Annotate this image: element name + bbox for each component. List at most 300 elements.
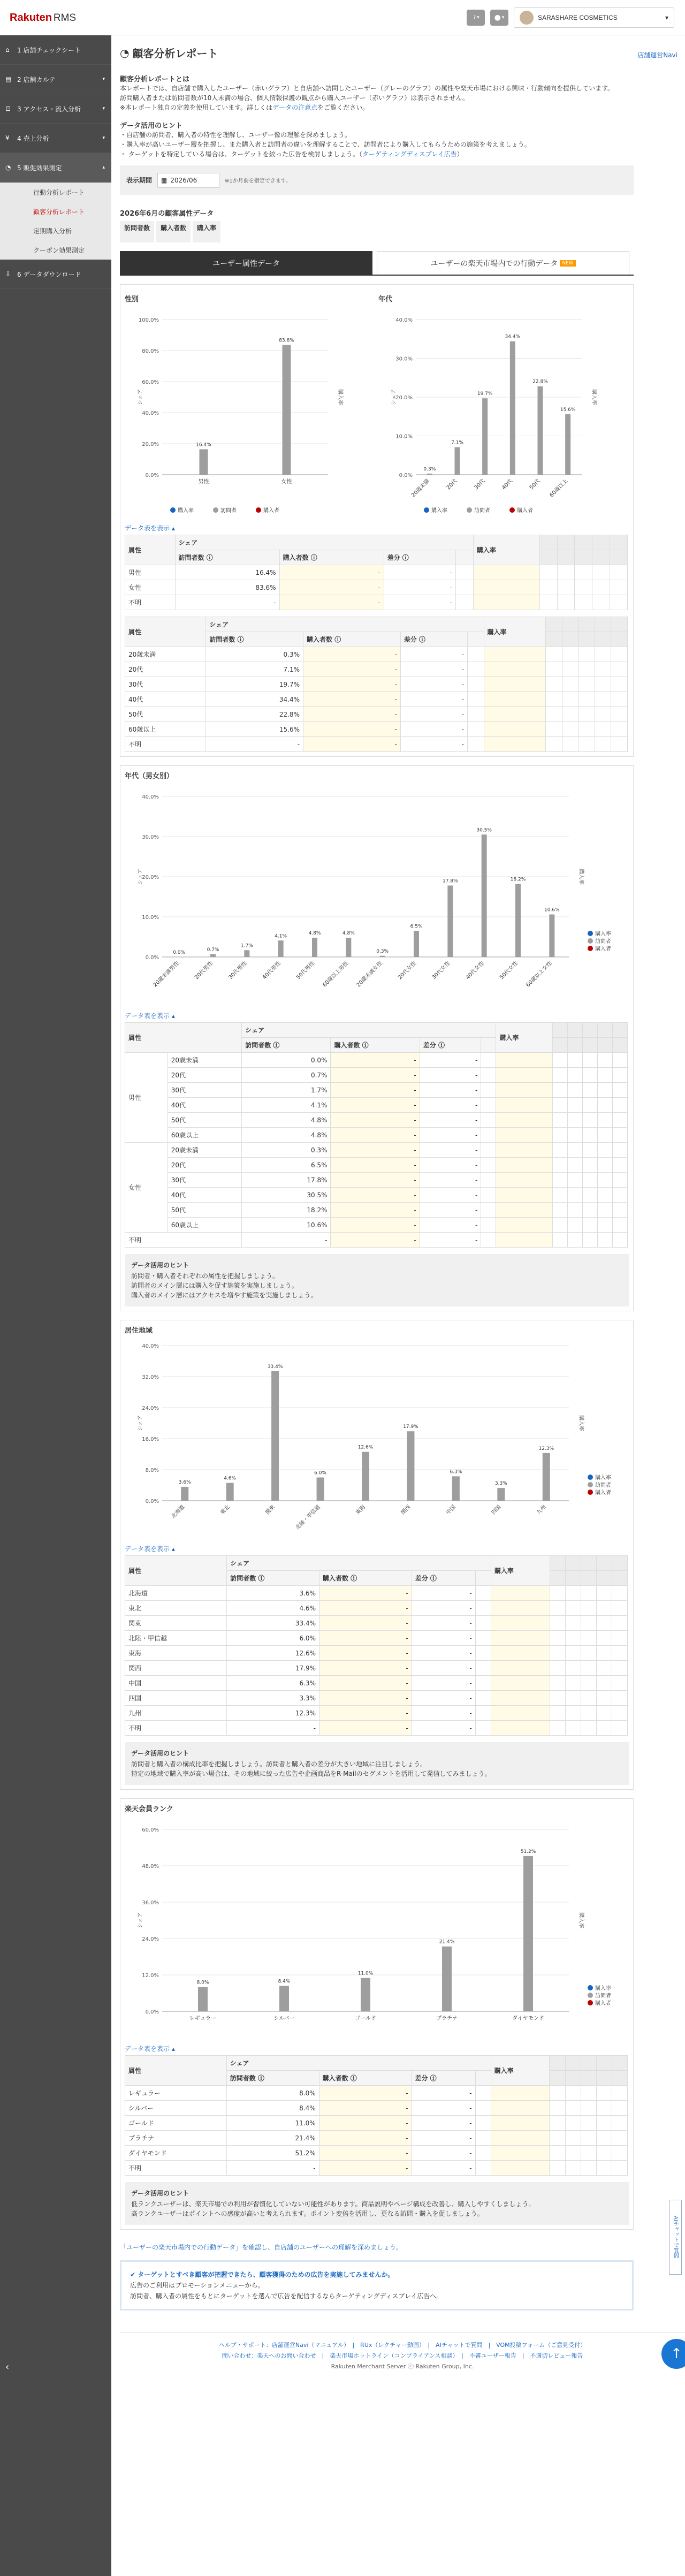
region-hint — [125, 1742, 629, 1785]
bar — [200, 449, 208, 475]
x-tick-label: 20歳未満女性 — [355, 960, 384, 989]
yen-icon: ¥ — [5, 134, 10, 142]
diff-cell: - — [420, 1188, 481, 1203]
attribute-cell: 不明 — [125, 1721, 227, 1736]
table-cell — [481, 1083, 496, 1098]
table-row — [125, 1173, 628, 1188]
rate-cell — [496, 1083, 553, 1098]
blank-cell — [550, 1676, 565, 1691]
blank-cell — [565, 1601, 581, 1616]
data-label: 19.7% — [477, 391, 493, 397]
column-header-rate: 購入率 — [496, 1023, 553, 1053]
about-line: 本レポートでは、自店舗で購入したユーザー（赤いグラフ）と自店舗へ訪問したユーザー（グレーのグラフ）の属性や楽天市場における興味・行動傾向を提供しています。 — [120, 85, 614, 92]
table-cell — [467, 692, 484, 707]
legend-marker — [588, 1490, 593, 1495]
diff-cell: - — [412, 2131, 475, 2146]
y-tick-label: 0.0% — [145, 1499, 159, 1504]
age-card — [378, 293, 619, 519]
table-row — [125, 1098, 628, 1113]
blank-cell — [612, 2116, 627, 2131]
table-cell — [475, 1721, 491, 1736]
x-tick-label: 40代 — [501, 478, 514, 491]
legend-label: 購入者 — [595, 946, 611, 952]
table-cell — [475, 2146, 491, 2161]
y-tick-label: 40.0% — [142, 411, 159, 416]
y2-axis-label: 購入率 — [591, 389, 597, 405]
visitor-share-cell: 51.2% — [226, 2146, 319, 2161]
attribute-cell: 50代 — [125, 707, 206, 722]
blank-cell — [582, 1233, 597, 1248]
blank-cell — [612, 1053, 627, 1068]
buyer-share-cell: - — [279, 580, 384, 595]
grey-cell — [597, 1038, 612, 1053]
blank-cell — [596, 1676, 612, 1691]
buyer-share-cell: - — [319, 1676, 412, 1691]
blank-cell — [610, 595, 628, 610]
y-tick-label: 100.0% — [138, 317, 159, 323]
blank-cell — [565, 2116, 581, 2131]
attribute-cell: 60歳以上 — [125, 722, 206, 737]
blank-cell — [567, 1218, 582, 1233]
ai-chat-tab[interactable]: AIチャットで質問 — [669, 2200, 682, 2275]
blank-cell — [552, 1113, 567, 1128]
bar — [317, 1478, 324, 1501]
visitor-share-cell: 12.6% — [227, 1646, 319, 1661]
grey-cell — [582, 1023, 597, 1038]
column-header-blank — [475, 2071, 491, 2086]
download-icon: ⇩ — [5, 270, 11, 278]
y-tick-label: 60.0% — [142, 379, 159, 385]
blank-cell — [612, 1083, 627, 1098]
grey-cell — [610, 535, 628, 550]
table-cell — [456, 580, 474, 595]
sidebar-item-checksheet[interactable] — [0, 35, 111, 65]
table-cell — [467, 737, 484, 752]
blank-cell — [545, 722, 562, 737]
blank-cell — [596, 2131, 612, 2146]
visitor-share-cell: 12.3% — [227, 1706, 319, 1721]
cart-icon: ⊡ — [5, 105, 11, 112]
blank-cell — [581, 1646, 596, 1661]
blank-cell — [581, 2101, 596, 2116]
show-data-table-link[interactable]: データ表を表示 ▴ — [125, 1545, 175, 1553]
grey-cell — [550, 1556, 565, 1571]
visitor-share-cell: 11.0% — [226, 2116, 319, 2131]
tab-behavior[interactable] — [377, 251, 629, 275]
y-tick-label: 0.0% — [145, 2009, 159, 2015]
show-data-table-link[interactable]: データ表を表示 ▴ — [125, 1012, 175, 1020]
legend-marker — [588, 1985, 593, 1990]
column-header-visitors: 訪問者数 ⓘ — [242, 1038, 331, 1053]
blank-cell — [565, 1616, 581, 1631]
blank-cell — [552, 1098, 567, 1113]
hint-line: 低ランクユーザーは、楽天市場での利用が習慣化していない可能性があります。商品説明やページ構成を改善し、購入しやすくしましょう。 — [131, 2200, 535, 2208]
y-tick-label: 20.0% — [395, 395, 413, 401]
visitor-share-cell: 21.4% — [226, 2131, 319, 2146]
bar — [455, 447, 460, 475]
x-tick-label: 60歳以上女性 — [525, 960, 553, 989]
gender-card — [125, 293, 366, 519]
blank-cell — [565, 2146, 581, 2161]
x-tick-label: 20代男性 — [194, 960, 215, 981]
age-cell: 60歳以上 — [168, 1218, 241, 1233]
diff-cell: - — [420, 1113, 481, 1128]
blank-cell — [612, 1068, 627, 1083]
gender-cell: 女性 — [125, 1143, 168, 1233]
help-icon[interactable]: ? ▾ — [467, 10, 485, 26]
grey-cell — [565, 1571, 581, 1586]
rate-cell — [491, 2161, 550, 2176]
sidebar-subitem-customer[interactable]: 顧客分析レポート — [33, 208, 85, 216]
rate-cell — [491, 2146, 550, 2161]
visitor-share-cell: 0.3% — [206, 647, 303, 662]
hint-line: 高ランクユーザーはポイントへの感度が高いと考えられます。ポイント変倍を活用し、更なる訪問・購入を促しましょう。 — [131, 2210, 484, 2217]
bar — [510, 341, 515, 475]
y-tick-label: 24.0% — [142, 1936, 159, 1942]
column-header-diff: 差分 ⓘ — [412, 2071, 475, 2086]
blank-cell — [595, 677, 611, 692]
data-label: 51.2% — [520, 1849, 536, 1855]
x-tick-label: 東海 — [355, 1504, 367, 1516]
chevron-down-icon: ▾ — [665, 14, 668, 21]
blank-cell — [550, 2086, 565, 2101]
blank-cell — [581, 1661, 596, 1676]
table-row — [125, 1158, 628, 1173]
attribute-cell: 20代 — [125, 662, 206, 677]
blank-cell — [579, 692, 595, 707]
blank-cell — [567, 1158, 582, 1173]
column-header-attr: 属性 — [125, 1023, 242, 1053]
table-row — [125, 2101, 628, 2116]
table-row — [125, 1721, 628, 1736]
blank-cell — [557, 565, 575, 580]
diff-cell: - — [420, 1098, 481, 1113]
blank-cell — [597, 1068, 612, 1083]
bar — [283, 345, 291, 475]
grey-cell — [539, 535, 557, 550]
attribute-cell: 東北 — [125, 1601, 227, 1616]
blank-cell — [611, 647, 628, 662]
age-cell: 60歳以上 — [168, 1128, 241, 1143]
diff-cell: - — [400, 737, 467, 752]
y2-axis-label: 購入率 — [578, 1912, 584, 1928]
data-label: 16.4% — [196, 442, 211, 448]
behavior-data-link[interactable]: 「ユーザーの楽天市場内での行動データ」を確認し、自店舗のユーザーへの理解を深めましょう。 — [120, 2244, 403, 2251]
sidebar-item-promo[interactable] — [0, 153, 111, 183]
attribute-cell: 40代 — [125, 692, 206, 707]
blank-cell — [597, 1218, 612, 1233]
main-content — [111, 35, 685, 2380]
blank-cell — [562, 677, 579, 692]
age-cell: 40代 — [168, 1188, 241, 1203]
blank-cell — [596, 2086, 612, 2101]
store-navi-link[interactable]: 店舗運営Navi — [637, 51, 678, 59]
diff-cell: - — [420, 1173, 481, 1188]
blank-cell — [611, 707, 628, 722]
sidebar-item-access[interactable] — [0, 94, 111, 124]
blank-cell — [596, 1691, 612, 1706]
sidebar-item-label: 2 店舗カルテ — [17, 75, 56, 83]
rate-cell — [491, 1706, 550, 1721]
month-input[interactable] — [157, 173, 219, 188]
age-cell: 20歳未満 — [168, 1053, 241, 1068]
y-tick-label: 36.0% — [142, 1900, 159, 1906]
grey-cell — [612, 1571, 627, 1586]
visitor-share-cell: 34.4% — [206, 692, 303, 707]
visitor-share-cell: - — [206, 737, 303, 752]
data-label: 12.6% — [357, 1445, 374, 1450]
blank-cell — [610, 565, 628, 580]
rakuten-rms-logo[interactable] — [10, 12, 76, 24]
tab-user-attributes[interactable]: ユーザー属性データ — [120, 251, 372, 275]
collapse-sidebar-icon[interactable]: ‹ — [5, 2361, 10, 2373]
data-label: 18.2% — [510, 877, 526, 883]
blank-cell — [582, 1083, 597, 1098]
blank-cell — [596, 1646, 612, 1661]
buyer-share-cell: - — [319, 2161, 412, 2176]
blank-cell — [581, 2086, 596, 2101]
hint-title: データ活用のヒント — [120, 122, 183, 130]
buyer-share-cell: - — [319, 1586, 412, 1601]
summary-rate: 購入率 — [193, 221, 220, 242]
blank-cell — [550, 1661, 565, 1676]
y-tick-label: 60.0% — [142, 1827, 159, 1833]
legend-label: 訪問者 — [595, 1483, 611, 1488]
diff-cell: - — [412, 1676, 475, 1691]
table-row — [125, 2146, 628, 2161]
blank-cell — [612, 2146, 627, 2161]
column-header-visitors: 訪問者数 ⓘ — [227, 1571, 319, 1586]
sidebar-item-sales[interactable] — [0, 124, 111, 153]
x-tick-label: 20歳未満 — [410, 478, 431, 499]
sidebar-item-download[interactable] — [0, 260, 111, 289]
blank-cell — [595, 707, 611, 722]
footer-contact-links[interactable]: 問い合わせ：楽天へのお問い合わせ | 楽天市場ホットライン（コンプライアンス相談） | 不審ユーザー報告 | 不適切レビュー報告 — [222, 2352, 583, 2359]
blank-cell — [612, 1218, 627, 1233]
age-title: 年代 — [378, 295, 393, 303]
sidebar-item-karte[interactable] — [0, 65, 111, 94]
blank-cell — [565, 1631, 581, 1646]
rate-cell — [491, 1586, 550, 1601]
period-note: ※1か月前を指定できます。 — [225, 178, 291, 184]
y-tick-label: 40.0% — [142, 1343, 159, 1349]
buyer-share-cell: - — [331, 1068, 420, 1083]
table-row — [125, 1661, 628, 1676]
blank-cell — [545, 692, 562, 707]
y-axis-label: シェア — [138, 389, 143, 405]
legend-marker — [588, 931, 593, 936]
table-row — [125, 595, 628, 610]
chevron-down-icon: ▾ — [102, 135, 105, 141]
table-cell — [467, 722, 484, 737]
legend-marker — [588, 1482, 593, 1487]
legend-marker — [170, 507, 176, 513]
column-header-share: シェア — [242, 1023, 496, 1038]
blank-cell — [550, 1691, 565, 1706]
diff-cell: - — [412, 1616, 475, 1631]
blank-cell — [595, 647, 611, 662]
blank-cell — [565, 2086, 581, 2101]
footer-help-links[interactable]: ヘルプ・サポート：店舗運営Navi（マニュアル） | RUx（レクチャー動画） | AIチャットで質問 | VOM投稿フォーム（ご意見受付） — [218, 2342, 587, 2349]
x-tick-label: 40代女性 — [465, 960, 485, 981]
blank-cell — [612, 1158, 627, 1173]
column-header-buyers: 購入者数 ⓘ — [319, 1571, 412, 1586]
grey-cell — [550, 1571, 565, 1586]
table-row — [125, 707, 628, 722]
grey-cell — [596, 1571, 612, 1586]
page-title — [120, 45, 685, 60]
blank-cell — [612, 1113, 627, 1128]
grey-cell — [567, 1023, 582, 1038]
blank-cell — [567, 1203, 582, 1218]
blank-cell — [597, 1188, 612, 1203]
sidebar-subitem-subscription[interactable]: 定期購入分析 — [33, 227, 72, 235]
blank-cell — [552, 1158, 567, 1173]
logo-text: Rakuten — [10, 12, 52, 24]
blank-cell — [545, 737, 562, 752]
table-row — [125, 1113, 628, 1128]
chevron-down-icon: ▾ — [102, 106, 105, 111]
blank-cell — [581, 1631, 596, 1646]
scroll-top-button[interactable]: ↑ — [661, 2339, 685, 2369]
grey-cell — [596, 1556, 612, 1571]
hint-item: ・ ターゲットを特定している場合は、ターゲットを絞った広告を検討しましょう。（ — [120, 150, 362, 158]
bar — [515, 884, 521, 958]
blank-cell — [597, 1203, 612, 1218]
blank-cell — [597, 1158, 612, 1173]
visitor-share-cell: 6.0% — [227, 1631, 319, 1646]
blank-cell — [612, 1706, 627, 1721]
blank-cell — [611, 722, 628, 737]
grey-cell — [545, 632, 562, 647]
blank-cell — [581, 1616, 596, 1631]
column-header-rate: 購入率 — [491, 2056, 550, 2086]
blank-cell — [596, 2146, 612, 2161]
grey-cell — [581, 2056, 596, 2071]
blank-cell — [612, 1646, 627, 1661]
header-row — [125, 535, 628, 550]
blank-cell — [592, 565, 610, 580]
data-toggle-label: データ表を表示 — [125, 1012, 170, 1020]
legend-label: 購入率 — [178, 508, 194, 514]
rate-cell — [484, 737, 545, 752]
buyer-share-cell: - — [303, 737, 401, 752]
sidebar-subitem-coupon[interactable]: クーポン効果測定 — [33, 246, 85, 254]
buyer-share-cell: - — [319, 1691, 412, 1706]
blank-cell — [582, 1143, 597, 1158]
diff-cell: - — [412, 2086, 475, 2101]
shop-name: SARASHARE COSMETICS — [538, 14, 618, 21]
logo-sub: RMS — [53, 12, 77, 24]
rate-cell — [484, 662, 545, 677]
rate-cell — [473, 565, 539, 580]
blank-cell — [612, 2131, 627, 2146]
buyer-share-cell: - — [331, 1188, 420, 1203]
attribute-cell: 東海 — [125, 1646, 227, 1661]
table-cell — [481, 1113, 496, 1128]
check-icon: ✔ — [130, 2271, 138, 2278]
blank-cell — [582, 1068, 597, 1083]
data-label: 0.7% — [207, 947, 219, 953]
blank-cell — [567, 1188, 582, 1203]
bar — [447, 886, 453, 958]
column-header-share: シェア — [226, 2056, 491, 2071]
column-header-blank — [456, 550, 474, 565]
grey-cell — [581, 1571, 596, 1586]
show-data-table-link[interactable]: データ表を表示 ▴ — [125, 525, 175, 532]
blank-cell — [581, 2116, 596, 2131]
summary-headers — [120, 221, 634, 242]
notification-icon[interactable]: ● ▾ — [490, 10, 508, 26]
month-value: 2026/06 — [170, 176, 197, 184]
x-tick-label: 50代 — [528, 478, 542, 491]
blank-cell — [539, 565, 557, 580]
table-row — [125, 1233, 628, 1248]
blank-cell — [612, 1616, 627, 1631]
diff-cell: - — [412, 1646, 475, 1661]
about-line: ※本レポート独自の定義を使用しています。詳しくは — [120, 104, 273, 111]
blank-cell — [612, 1173, 627, 1188]
bar — [407, 1431, 414, 1501]
y2-axis-label: 購入率 — [578, 1415, 584, 1431]
blank-cell — [597, 1173, 612, 1188]
buyer-share-cell: - — [331, 1098, 420, 1113]
grey-cell — [565, 1556, 581, 1571]
show-data-table-link[interactable]: データ表を表示 ▴ — [125, 2045, 175, 2053]
y-tick-label: 40.0% — [142, 794, 159, 800]
y-axis-label: シェア — [138, 1415, 143, 1431]
blank-cell — [596, 2161, 612, 2176]
blank-cell — [597, 1143, 612, 1158]
column-header-share: シェア — [227, 1556, 491, 1571]
report-icon: ◔ — [120, 46, 130, 59]
blank-cell — [552, 1173, 567, 1188]
blank-cell — [611, 677, 628, 692]
y-tick-label: 0.0% — [145, 473, 159, 478]
region-table — [125, 1555, 628, 1736]
blank-cell — [611, 737, 628, 752]
bar — [497, 1488, 505, 1501]
x-tick-label: 四国 — [490, 1504, 503, 1516]
data-caution-link[interactable]: データの注意点 — [272, 104, 318, 111]
diff-cell: - — [400, 722, 467, 737]
visitor-share-cell: - — [226, 2161, 319, 2176]
targeting-ad-link[interactable]: ターゲティングディスプレイ広告 — [362, 150, 457, 158]
agegender-table — [125, 1022, 628, 1248]
sidebar-subitem-behavior[interactable]: 行動分析レポート — [33, 188, 85, 196]
age-cell: 40代 — [168, 1098, 241, 1113]
data-label: 33.4% — [267, 1364, 283, 1370]
column-header-share: シェア — [206, 617, 484, 632]
blank-cell — [612, 1631, 627, 1646]
blank-cell — [612, 1586, 627, 1601]
shop-selector[interactable] — [514, 7, 674, 28]
rate-cell — [491, 1601, 550, 1616]
blank-cell — [567, 1083, 582, 1098]
rate-cell — [496, 1053, 553, 1068]
visitor-share-cell: 8.0% — [226, 2086, 319, 2101]
rate-cell — [484, 647, 545, 662]
gender-age-section — [120, 284, 634, 757]
diff-cell: - — [420, 1053, 481, 1068]
visitor-share-cell: 7.1% — [206, 662, 303, 677]
visitor-share-cell: 3.6% — [227, 1586, 319, 1601]
grey-cell — [545, 617, 562, 632]
diff-cell: - — [384, 565, 455, 580]
rate-cell — [491, 2131, 550, 2146]
blank-cell — [550, 1616, 565, 1631]
blank-cell — [612, 1098, 627, 1113]
